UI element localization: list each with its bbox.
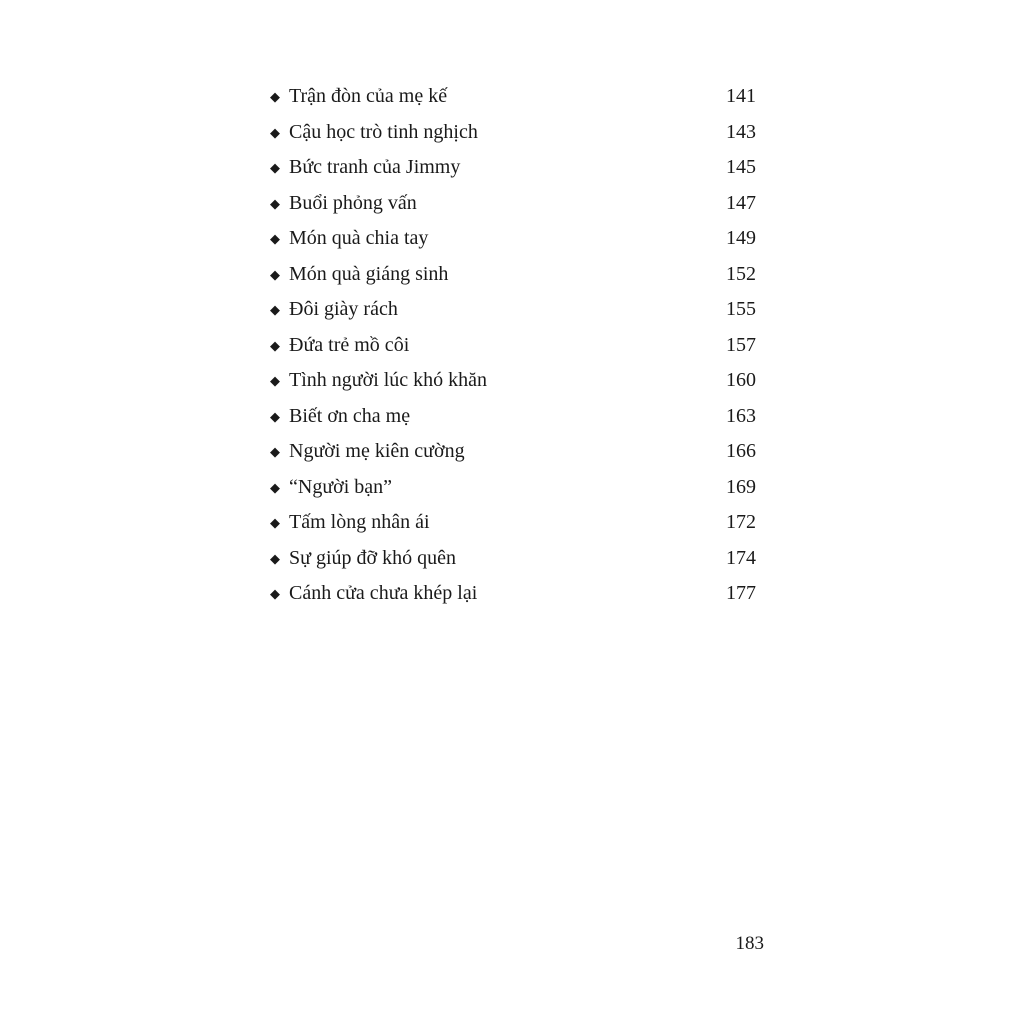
toc-entry bbox=[270, 434, 758, 470]
diamond-bullet-icon: ◆ bbox=[270, 302, 280, 317]
entry-title: Cánh cửa chưa khép lại bbox=[289, 582, 478, 604]
diamond-bullet-icon: ◆ bbox=[270, 89, 280, 104]
entry-title: Đôi giày rách bbox=[289, 298, 398, 320]
entry-title: Sự giúp đỡ khó quên bbox=[289, 546, 456, 569]
toc-entry bbox=[270, 115, 758, 151]
entry-page-number: 143 bbox=[726, 120, 756, 143]
toc-entry bbox=[270, 576, 758, 612]
toc-entry bbox=[270, 505, 758, 541]
entry-title: Biết ơn cha mẹ bbox=[289, 404, 411, 427]
diamond-bullet-icon: ◆ bbox=[270, 231, 280, 246]
diamond-bullet-icon: ◆ bbox=[270, 408, 280, 424]
toc-entry bbox=[270, 186, 758, 222]
toc-entry bbox=[270, 399, 758, 435]
toc-entry bbox=[270, 328, 758, 364]
entry-page-number: 174 bbox=[726, 546, 756, 569]
diamond-bullet-icon: ◆ bbox=[270, 195, 280, 211]
diamond-bullet-icon: ◆ bbox=[270, 337, 280, 353]
entry-title: “Người bạn” bbox=[289, 475, 393, 498]
entry-title: Đứa trẻ mồ côi bbox=[289, 333, 410, 356]
entry-title: Món quà chia tay bbox=[289, 227, 429, 249]
toc-entry bbox=[270, 292, 758, 328]
entry-page-number: 163 bbox=[726, 404, 756, 427]
entry-title: Tấm lòng nhân ái bbox=[289, 511, 430, 533]
diamond-bullet-icon: ◆ bbox=[270, 550, 280, 566]
entry-page-number: 169 bbox=[726, 475, 756, 498]
entry-page-number: 145 bbox=[726, 156, 756, 178]
entry-page-number: 147 bbox=[726, 191, 756, 214]
entry-page-number: 155 bbox=[726, 298, 756, 320]
diamond-bullet-icon: ◆ bbox=[270, 444, 280, 459]
entry-page-number: 141 bbox=[726, 85, 756, 107]
page-number: 183 bbox=[735, 933, 764, 954]
toc-entry bbox=[270, 257, 758, 293]
diamond-bullet-icon: ◆ bbox=[270, 160, 280, 175]
entry-title: Trận đòn của mẹ kế bbox=[289, 85, 448, 107]
toc-entry bbox=[270, 470, 758, 506]
entry-title: Bức tranh của Jimmy bbox=[289, 156, 461, 178]
toc-entry bbox=[270, 79, 758, 115]
toc-entry bbox=[270, 221, 758, 257]
entry-page-number: 160 bbox=[726, 369, 756, 391]
entry-page-number: 152 bbox=[726, 262, 756, 285]
toc-entry bbox=[270, 541, 758, 577]
entry-title: Cậu học trò tinh nghịch bbox=[289, 120, 478, 143]
toc-entry bbox=[270, 150, 758, 186]
diamond-bullet-icon: ◆ bbox=[270, 515, 280, 530]
entry-title: Buổi phỏng vấn bbox=[289, 191, 417, 214]
diamond-bullet-icon: ◆ bbox=[270, 479, 280, 495]
toc-entry bbox=[270, 363, 758, 399]
diamond-bullet-icon: ◆ bbox=[270, 124, 280, 140]
entry-page-number: 149 bbox=[726, 227, 756, 249]
entry-title: Người mẹ kiên cường bbox=[289, 440, 465, 462]
entry-title: Tình người lúc khó khăn bbox=[289, 369, 488, 391]
diamond-bullet-icon: ◆ bbox=[270, 373, 280, 388]
table-of-contents bbox=[270, 79, 758, 612]
entry-title: Món quà giáng sinh bbox=[289, 262, 449, 285]
diamond-bullet-icon: ◆ bbox=[270, 266, 280, 282]
entry-page-number: 172 bbox=[726, 511, 756, 533]
entry-page-number: 157 bbox=[726, 333, 756, 356]
entry-page-number: 177 bbox=[726, 582, 756, 604]
entry-page-number: 166 bbox=[726, 440, 756, 462]
diamond-bullet-icon: ◆ bbox=[270, 586, 280, 601]
